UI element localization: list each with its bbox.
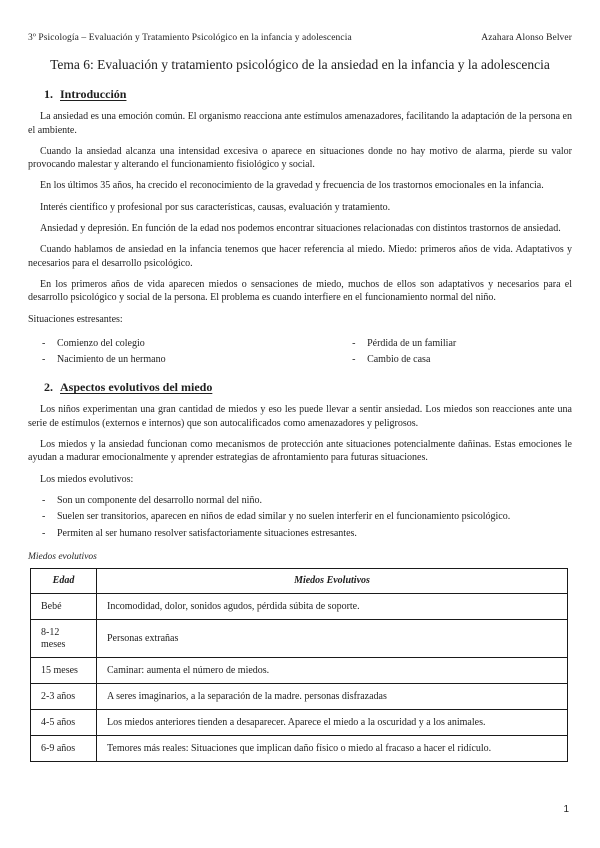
cell-edad: 4-5 años [31, 710, 97, 736]
header-course-label: 3º Psicología – Evaluación y Tratamiento Psicológico en la infancia y adolescencia [28, 33, 352, 43]
table-row [31, 594, 568, 620]
header-author-name: Azahara Alonso Belver [481, 33, 572, 43]
list-item-text: Son un componente del desarrollo normal del niño. [57, 494, 262, 506]
cell-edad: 6-9 años [31, 736, 97, 762]
table-row [31, 710, 568, 736]
stressors-list [28, 334, 572, 370]
section-heading-text: Introducción [60, 87, 127, 102]
list-item-text: Comienzo del colegio [57, 337, 145, 349]
table-row [31, 620, 568, 658]
cell-miedos: A seres imaginarios, a la separación de la madre. personas disfrazadas [97, 684, 568, 710]
dash-marker: - [42, 527, 46, 539]
list-item [338, 337, 572, 350]
paragraph: Los miedos y la ansiedad funcionan como mecanismos de protección ante situaciones potencialmente dañinas. Estas emociones le ayudan a madurar emocionalmente y aprender estrategias de afrontamiento para futuras situaciones. [28, 439, 572, 464]
paragraph: Cuando la ansiedad alcanza una intensidad excesiva o aparece en situaciones donde no hay motivo de alarma, pierde su valor provocando malestar y alterando el funcionamiento fisiológico y social. [28, 145, 572, 171]
stressors-column-left [28, 334, 338, 370]
table-caption: Miedos evolutivos [28, 551, 97, 562]
dash-marker: - [42, 494, 46, 506]
table-row [31, 684, 568, 710]
list-item-text: Permiten al ser humano resolver satisfactoriamente situaciones estresantes. [57, 527, 357, 539]
evolutive-fears-table-wrap [30, 568, 572, 762]
cell-edad: 2-3 años [31, 684, 97, 710]
evolutive-fears-list [28, 494, 572, 540]
paragraph: En los primeros años de vida aparecen miedos o sensaciones de miedo, muchos de ellos son adaptativos y necesarios para el desarrollo psicológico y social de la persona. El problema es cuando interfiere en el funcionamiento normal del niño. [28, 278, 572, 304]
document-body [0, 87, 600, 762]
page-title: Tema 6: Evaluación y tratamiento psicológico de la ansiedad en la infancia y la adolescencia [50, 57, 550, 72]
paragraph: La ansiedad es una emoción común. El organismo reacciona ante estímulos amenazadores, facilitando la adaptación de la persona en el ambiente. [28, 111, 572, 136]
list-item-text: Nacimiento de un hermano [57, 354, 166, 366]
section-heading-introduccion [28, 87, 572, 102]
list-item [28, 494, 572, 507]
paragraph: Ansiedad y depresión. En función de la edad nos podemos encontrar situaciones relacionadas con distintos trastornos de ansiedad. [40, 223, 561, 235]
dash-marker: - [352, 354, 356, 366]
list-item [28, 527, 572, 540]
table-row [31, 736, 568, 762]
list-item [28, 337, 338, 350]
list-item [338, 353, 572, 366]
column-header-edad: Edad [31, 569, 97, 594]
paragraph: Cuando hablamos de ansiedad en la infancia tenemos que hacer referencia al miedo. Miedo: primeros años de vida. Adaptativos y necesarios para el desarrollo psicológico. [28, 244, 572, 269]
dash-marker: - [352, 337, 356, 349]
list-item-text: Suelen ser transitorios, aparecen en niños de edad similar y no suelen interferir en el funcionamiento psicológico. [57, 511, 511, 523]
page-header [0, 0, 600, 43]
table-header-row [31, 569, 568, 594]
dash-marker: - [42, 337, 46, 349]
cell-miedos: Temores más reales: Situaciones que implican daño físico o miedo al fracaso a hacer el ridículo. [97, 736, 568, 762]
paragraph: Interés científico y profesional por sus características, causas, evaluación y tratamiento. [40, 201, 391, 213]
cell-miedos: Incomodidad, dolor, sonidos agudos, pérdida súbita de soporte. [97, 594, 568, 620]
dash-marker: - [42, 511, 46, 523]
list-item-text: Pérdida de un familiar [367, 337, 457, 349]
cell-edad: 15 meses [31, 658, 97, 684]
evolutive-fears-table [30, 568, 568, 762]
evolutive-fears-label: Los miedos evolutivos: [40, 473, 134, 485]
section-number: 2. [44, 380, 53, 395]
list-item [28, 353, 338, 366]
section-number: 1. [44, 87, 53, 102]
paragraph: En los últimos 35 años, ha crecido el reconocimiento de la gravedad y frecuencia de los trastornos emocionales en la infancia. [40, 180, 544, 192]
section-heading-aspectos-evolutivos [28, 380, 572, 395]
stressors-column-right [338, 334, 572, 370]
column-header-miedos: Miedos Evolutivos [97, 569, 568, 594]
cell-edad: 8-12 meses [31, 620, 97, 658]
list-item [28, 510, 572, 523]
page-number: 1 [563, 804, 569, 815]
cell-miedos: Caminar: aumenta el número de miedos. [97, 658, 568, 684]
cell-miedos: Personas extrañas [97, 620, 568, 658]
section-heading-text: Aspectos evolutivos del miedo [60, 380, 213, 395]
dash-marker: - [42, 354, 46, 366]
cell-edad: Bebé [31, 594, 97, 620]
stressors-label: Situaciones estresantes: [28, 313, 123, 325]
paragraph: Los niños experimentan una gran cantidad de miedos y eso les puede llevar a sentir ansiedad. Los miedos son reacciones ante una serie de estímulos (externos e internos) que son autocalificados como amenazadores y peligrosos. [28, 404, 572, 429]
list-item-text: Cambio de casa [367, 354, 431, 366]
cell-miedos: Los miedos anteriores tienden a desaparecer. Aparece el miedo a la oscuridad y a los animales. [97, 710, 568, 736]
table-row [31, 658, 568, 684]
